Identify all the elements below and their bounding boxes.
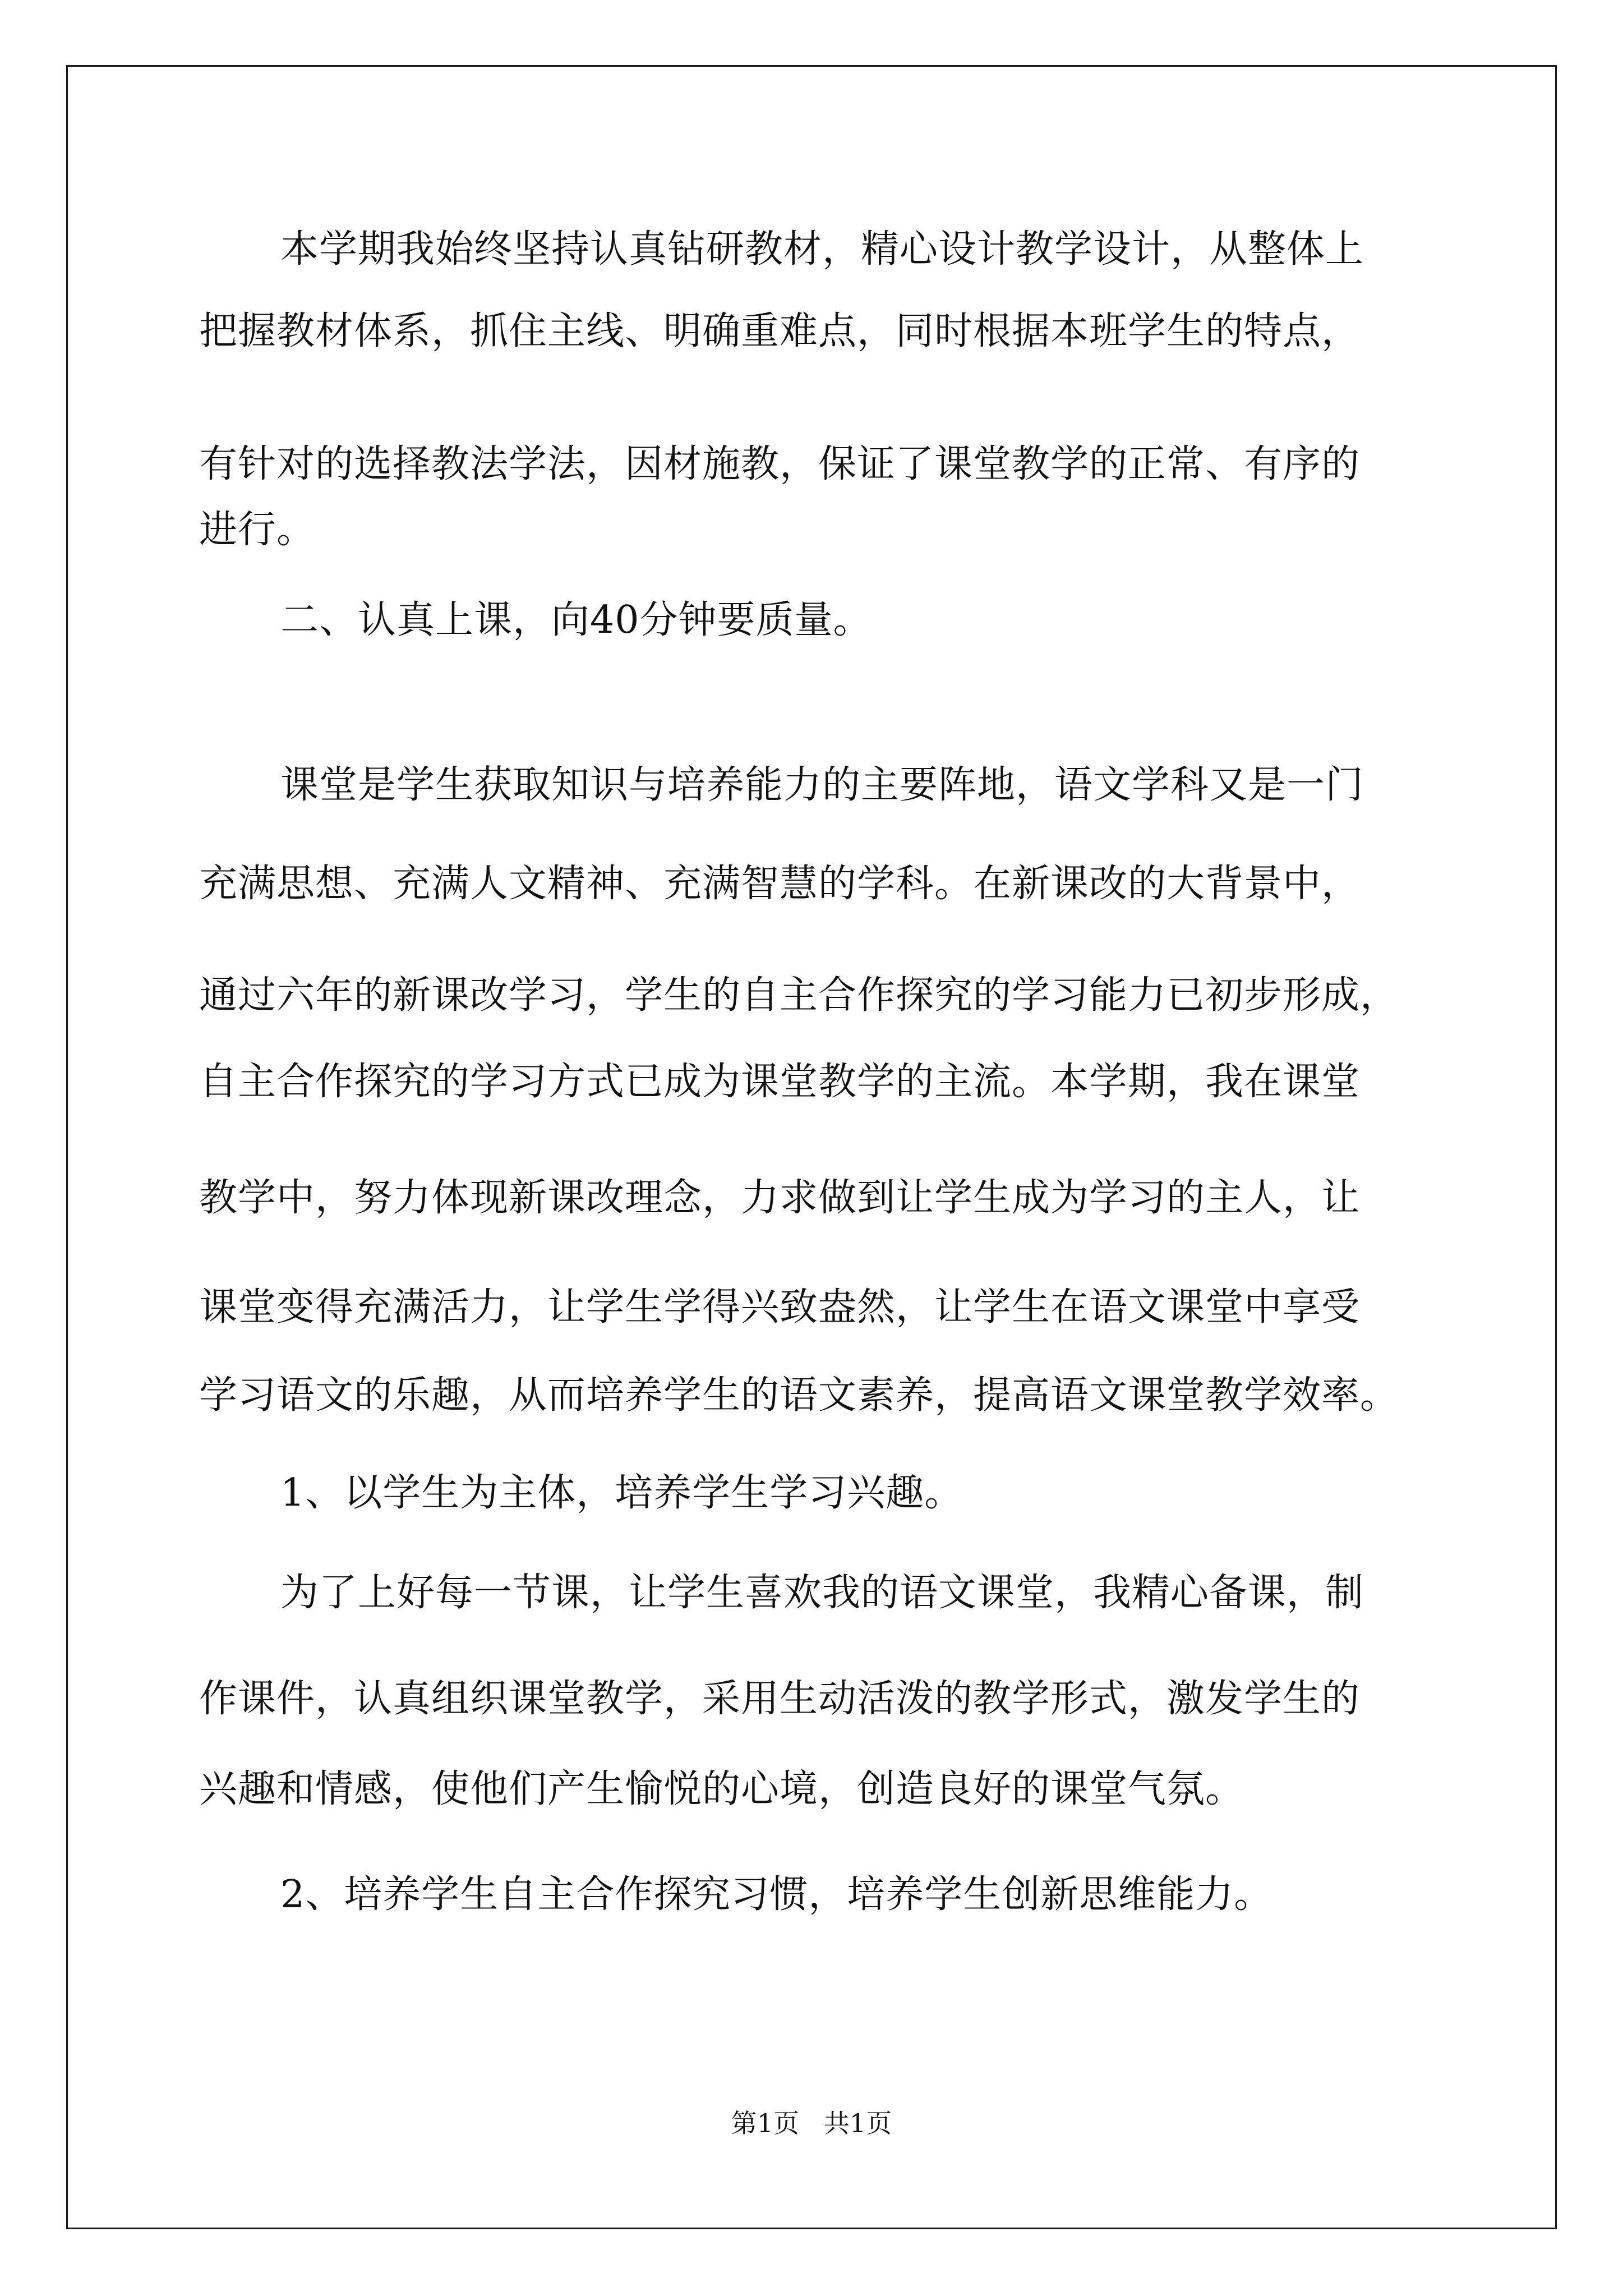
paragraph-line: 有针对的选择教法学法，因材施教，保证了课堂教学的正常、有序的 xyxy=(199,442,1361,486)
paragraph-line: 进行。 xyxy=(199,508,316,552)
paragraph-line: 把握教材体系，抓住主线、明确重难点，同时根据本班学生的特点， xyxy=(199,309,1361,353)
subsection-heading: 2、培养学生自主合作探究习惯，培养学生创新思维能力。 xyxy=(280,1872,1273,1917)
paragraph-line: 充满思想、充满人文精神、充满智慧的学科。在新课改的大背景中， xyxy=(199,862,1361,906)
paragraph-line: 学习语文的乐趣，从而培养学生的语文素养，提高语文课堂教学效率。 xyxy=(199,1373,1399,1418)
paragraph-line: 课堂变得充满活力，让学生学得兴致盎然，让学生在语文课堂中享受 xyxy=(199,1285,1361,1329)
paragraph-line: 作课件，认真组织课堂教学，采用生动活泼的教学形式，激发学生的 xyxy=(199,1677,1361,1721)
paragraph-line: 课堂是学生获取知识与培养能力的主要阵地，语文学科又是一门 xyxy=(280,763,1364,807)
paragraph-line: 为了上好每一节课，让学生喜欢我的语文课堂，我精心备课，制 xyxy=(280,1571,1364,1615)
paragraph-line: 兴趣和情感，使他们产生愉悦的心境，创造良好的课堂气氛。 xyxy=(199,1767,1244,1811)
subsection-heading: 1、以学生为主体，培养学生学习兴趣。 xyxy=(280,1471,963,1515)
paragraph-line: 教学中，努力体现新课改理念，力求做到让学生成为学习的主人，让 xyxy=(199,1176,1361,1220)
paragraph-line: 本学期我始终坚持认真钻研教材，精心设计教学设计，从整体上 xyxy=(280,227,1364,272)
paragraph-line: 通过六年的新课改学习，学生的自主合作探究的学习能力已初步形成， xyxy=(199,973,1399,1018)
section-heading: 二、认真上课，向40分钟要质量。 xyxy=(280,598,872,642)
page-number-footer: 第1页 共1页 xyxy=(731,2108,892,2138)
paragraph-line: 自主合作探究的学习方式已成为课堂教学的主流。本学期，我在课堂 xyxy=(199,1060,1361,1104)
